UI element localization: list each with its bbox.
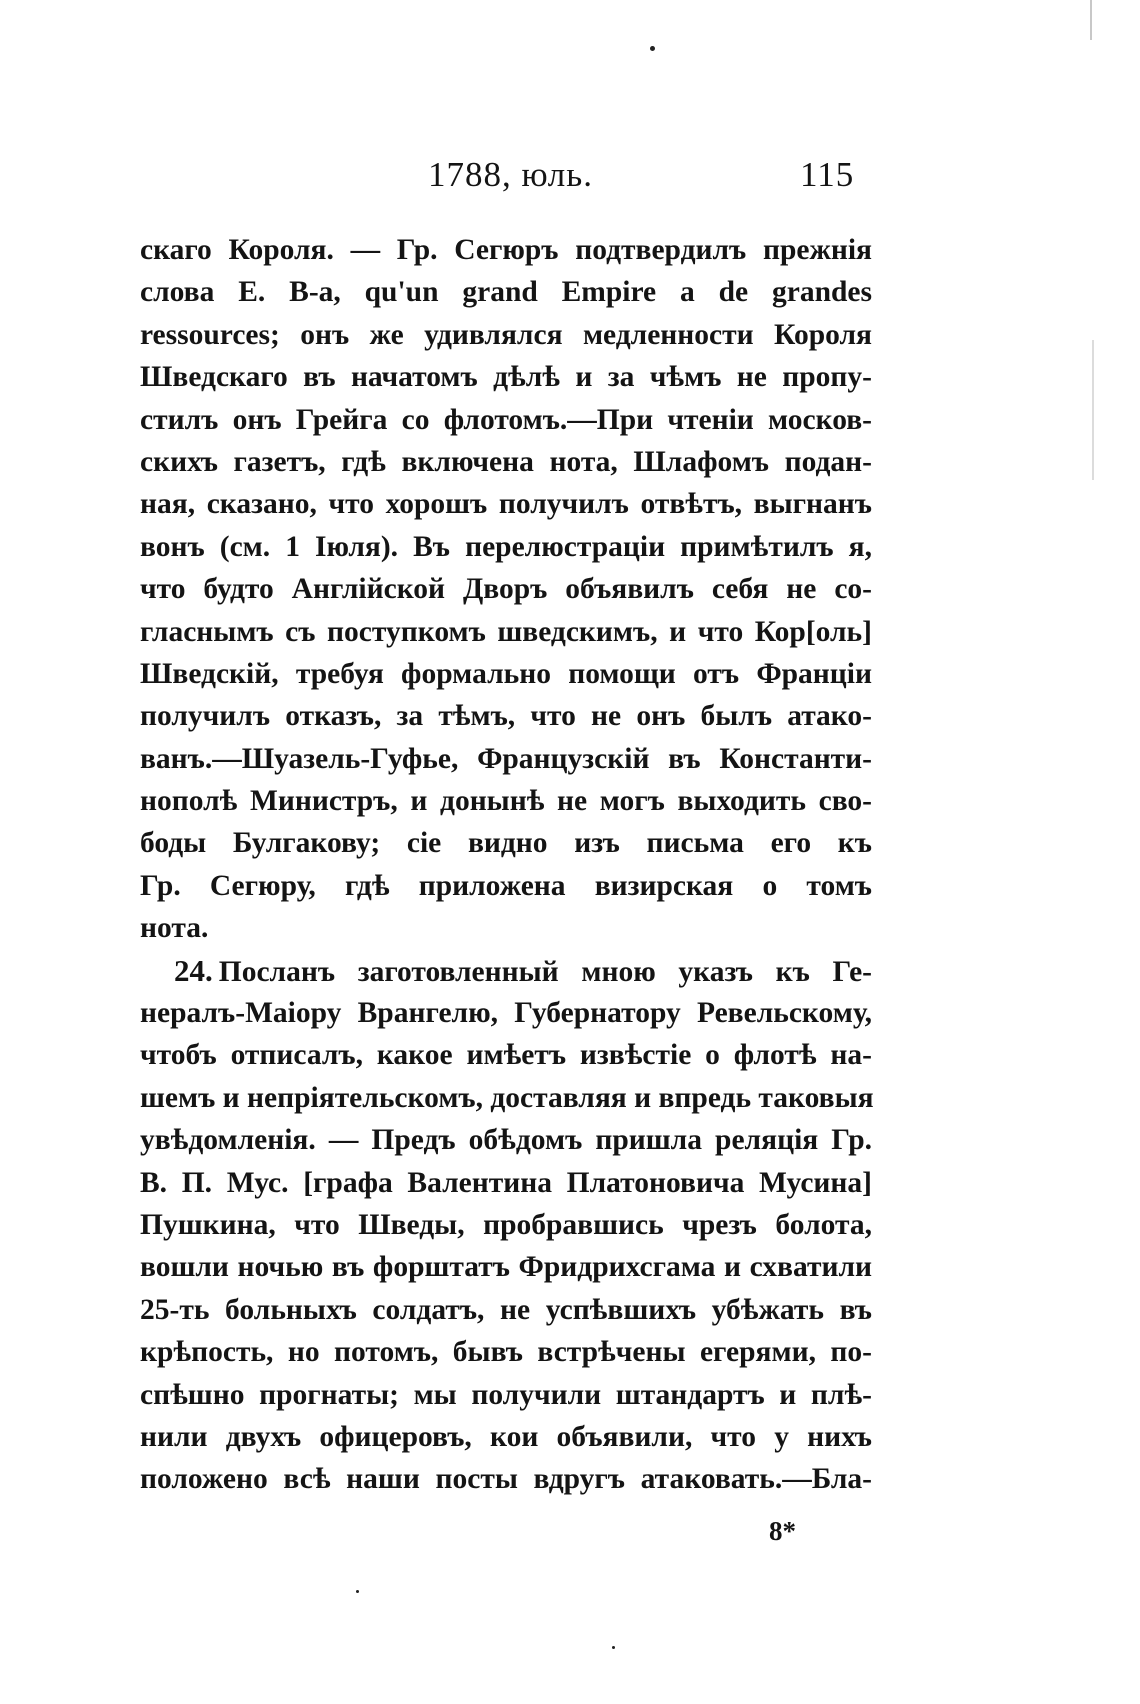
- text-line: скаго Короля. — Гр. Сегюръ подтвердилъ прежнія: [140, 234, 872, 266]
- text-line: крѣпость, но потомъ, бывъ встрѣчены егерями, по-: [140, 1336, 872, 1369]
- text-line: увѣдомленія. — Предъ обѣдомъ пришла реляція Гр.: [140, 1124, 872, 1157]
- text-line: спѣшно прогнаты; мы получили штандартъ и плѣ-: [140, 1378, 872, 1411]
- text-line: ная, сказано, что хорошъ получилъ отвѣтъ, выгнанъ: [140, 488, 872, 521]
- text-line: нота.: [140, 912, 209, 945]
- text-line: Шведскаго въ начатомъ дѣлѣ и за чѣмъ не пропу-: [140, 361, 872, 394]
- text-line: слова Е. В-а, qu'un grand Empire a de grandes: [140, 276, 872, 309]
- text-line: чтобъ отписалъ, какое имѣетъ извѣстіе о флотѣ на-: [140, 1039, 872, 1072]
- text-line: Шведскій, требуя формально помощи отъ Франціи: [140, 657, 872, 690]
- text-line: 25-ть больныхъ солдатъ, не успѣвшихъ убѣжать въ: [140, 1293, 872, 1326]
- text-line: нополѣ Министръ, и донынѣ не могъ выходить сво-: [140, 785, 872, 818]
- running-head: 1788, юль.: [428, 155, 593, 194]
- text-line: ressources; онъ же удивлялся медленности Короля: [140, 318, 872, 351]
- text-line-first: [140, 950, 872, 992]
- running-header: [0, 155, 1140, 201]
- page-number: 115: [800, 155, 855, 194]
- text-line: получилъ отказъ, за тѣмъ, что не онъ былъ атако-: [140, 700, 872, 733]
- text-line: Гр. Сегюру, гдѣ приложена визирская о томъ: [140, 869, 872, 902]
- text-line: вошли ночью въ форштатъ Фридрихсгама и схватили: [140, 1251, 872, 1284]
- text-line: боды Булгакову; сіе видно изъ письма его къ: [140, 827, 872, 860]
- paragraph-2: [140, 950, 872, 1501]
- text-line: нералъ-Маіору Врангелю, Губернатору Ревельскому,: [140, 997, 872, 1030]
- text-line: скихъ газетъ, гдѣ включена нота, Шлафомъ подан-: [140, 445, 872, 478]
- text-line: В. П. Мус. [графа Валентина Платоновича Мусина]: [140, 1166, 872, 1199]
- text-line: гласнымъ съ поступкомъ шведскимъ, и что Кор[оль]: [140, 615, 872, 648]
- page-edge-line: [1092, 340, 1094, 480]
- signature-mark: 8*: [769, 1516, 796, 1546]
- text-line: Пушкина, что Шведы, пробравшись чрезъ болота,: [140, 1208, 872, 1241]
- text-line: стилъ онъ Грейга со флотомъ.—При чтеніи москов-: [140, 403, 872, 436]
- ink-speck: [650, 46, 655, 51]
- page-edge-line: [1090, 0, 1092, 40]
- text-line: положено всѣ наши посты вдругъ атаковать.—Бла-: [140, 1463, 872, 1496]
- paragraph-1: [140, 229, 872, 950]
- text-line: ванъ.—Шуазель-Гуфье, Французскій въ Константи-: [140, 742, 872, 775]
- text-line: шемъ и непріятельскомъ, доставляя и впредь таковыя: [140, 1081, 874, 1114]
- ink-speck: [612, 1646, 615, 1649]
- entry-date-number: 24.: [174, 952, 213, 988]
- page-body: [140, 229, 872, 1501]
- text-line-content: Посланъ заготовленный мною указъ къ Ге-: [218, 955, 872, 988]
- ink-speck: [356, 1590, 359, 1593]
- text-line: нили двухъ офицеровъ, кои объявили, что у нихъ: [140, 1420, 872, 1453]
- text-line: вонъ (см. 1 Іюля). Въ перелюстраціи примѣтилъ я,: [140, 530, 872, 563]
- text-line: что будто Англійской Дворъ объявилъ себя не со-: [140, 573, 872, 606]
